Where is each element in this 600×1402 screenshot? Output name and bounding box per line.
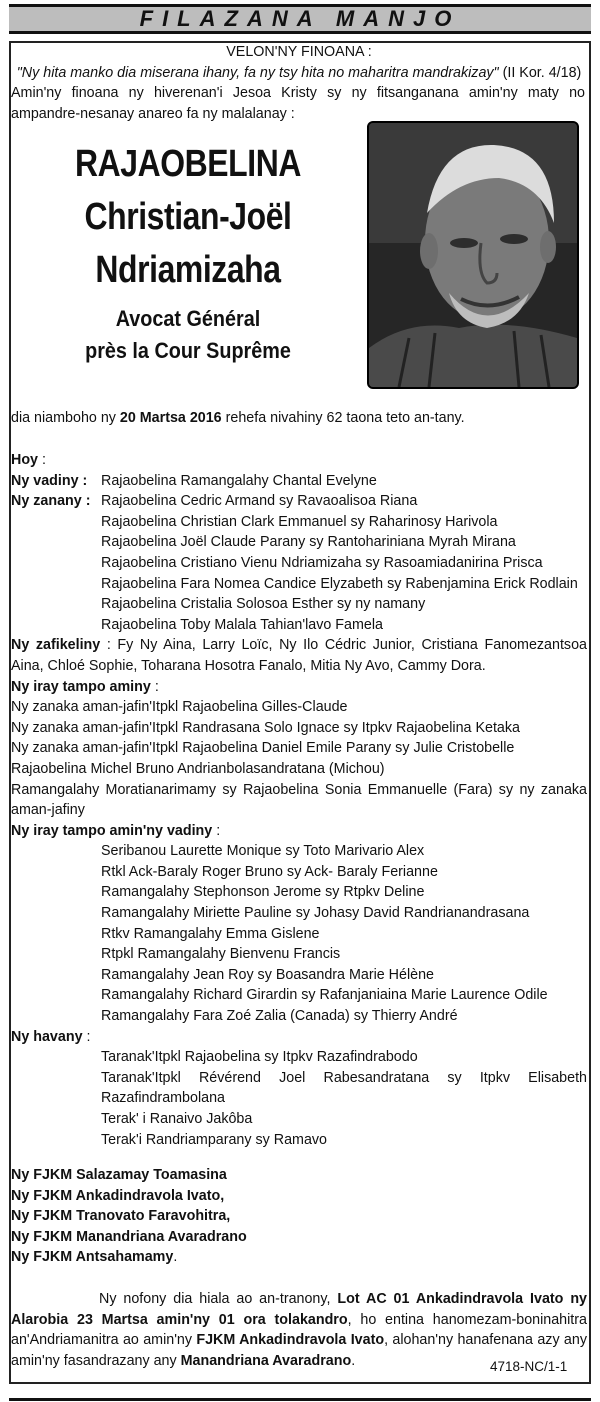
list-item: Rajaobelina Joël Claude Parany sy Rantohariniana Myrah Mirana: [101, 534, 516, 551]
zanany-list: [101, 491, 578, 635]
funeral-location-time: Lot AC 01 Ankadindravola Ivato ny Alarobia 23 Martsa amin'ny 01 ora tolakandro: [11, 1291, 587, 1328]
death-prefix: dia niamboho ny: [11, 410, 120, 426]
death-suffix: rehefa nivahiny 62 taona teto an-tany.: [221, 410, 465, 426]
intro-quote-line: [11, 63, 587, 84]
list-item: Rajaobelina Toby Malala Tahian'lavo Famela: [101, 616, 383, 633]
notice-header: [9, 4, 591, 34]
list-item: Ramangalahy Richard Girardin sy Rafanjaniaina Marie Laurence Odile: [101, 987, 548, 1004]
deceased-given-name-1: Christian-Joël: [84, 196, 292, 238]
list-item: Ny zanaka aman-jafin'Itpkl Rajaobelina Daniel Emile Parany sy Julie Cristobelle: [11, 740, 515, 757]
list-item: Rtkl Ack-Baraly Roger Bruno sy Ack- Baraly Ferianne: [101, 863, 438, 880]
list-item: Ramangalahy Stephonson Jerome sy Rtpkv Deline: [101, 884, 425, 901]
list-item: [11, 1227, 587, 1248]
list-item: Rajaobelina Fara Nomea Candice Elyzabeth sy Rabenjamina Erick Rodlain: [101, 575, 578, 592]
list-item: [11, 1165, 587, 1186]
list-item: Ny zanaka aman-jafin'Itpkl Rajaobelina Gilles-Claude: [11, 699, 348, 716]
vadiny-row: [11, 471, 587, 492]
deceased-title-2: près la Cour Suprême: [85, 338, 291, 363]
church-name: Ny FJKM Salazamay Toamasina: [11, 1167, 227, 1183]
zanany-row: [11, 491, 587, 635]
list-item: Ny FJKM Antsahamamy.: [11, 1249, 178, 1266]
funeral-text-3: , alohan'ny hanafenana azy any amin'ny fasandrazany any: [11, 1332, 587, 1369]
deceased-given-name-2: Ndriamizaha: [95, 249, 281, 291]
zanany-label: Ny zanany :: [11, 493, 91, 510]
list-item: [11, 1186, 587, 1207]
havany-label: Ny havany: [11, 1028, 83, 1045]
list-item: [11, 1206, 587, 1227]
list-item: Ramangalahy Moratianarimamy sy Rajaobelina Sonia Emmanuelle (Fara) sy ny zanaka aman-jafiny: [11, 781, 587, 819]
list-item: Rajaobelina Cristalia Solosoa Esther sy ny namany: [101, 596, 426, 613]
portrait-photo: [367, 121, 579, 389]
list-item: Rtpkl Ramangalahy Bienvenu Francis: [101, 946, 341, 963]
list-item: Seribanou Laurette Monique sy Toto Marivario Alex: [101, 843, 425, 860]
list-item: Rajaobelina Cedric Armand sy Ravaoalisoa Riana: [101, 493, 418, 510]
iray-tampo-vadiny-heading: Ny iray tampo amin'ny vadiny :: [11, 822, 221, 839]
deceased-title-1: Avocat Général: [115, 306, 261, 331]
notice-reference: 4718-NC/1-1: [490, 1359, 568, 1374]
church-name: Ny FJKM Ankadindravola Ivato,: [11, 1187, 225, 1204]
havany-heading: Ny havany :: [11, 1028, 91, 1045]
deceased-surname: RAJAOBELINA: [75, 143, 301, 185]
hoy-label: Hoy: [11, 452, 39, 468]
vadiny-name: Rajaobelina Ramangalahy Chantal Evelyne: [101, 472, 377, 489]
church-name: Ny FJKM Manandriana Avaradrano: [11, 1228, 247, 1245]
bottom-rule: [9, 1398, 591, 1401]
zafikeliny-label: Ny zafikeliny: [11, 637, 101, 654]
hoy-line: Hoy :: [11, 452, 46, 468]
iray-tampo-heading: Ny iray tampo aminy :: [11, 678, 159, 695]
iray-tampo-vadiny-list: [11, 841, 587, 1026]
iray-tampo-vadiny-label: Ny iray tampo amin'ny vadiny: [11, 822, 213, 839]
death-line: [11, 408, 587, 429]
intro-heading: VELON'NY FINOANA :: [226, 44, 372, 60]
funeral-burial-place: Manandriana Avaradrano: [180, 1352, 352, 1369]
list-item: Taranak'Itpkl Rajaobelina sy Itpkv Razafindrabodo: [101, 1049, 418, 1066]
iray-tampo-list: [11, 697, 587, 821]
list-item: Ramangalahy Jean Roy sy Boasandra Marie Hélène: [101, 966, 434, 983]
list-item: Terak' i Ranaivo Jakôba: [101, 1111, 253, 1127]
zafikeliny-paragraph: [11, 635, 587, 676]
death-date: 20 Martsa 2016: [119, 410, 222, 426]
funeral-text-4: .: [351, 1352, 356, 1369]
funeral-text-1: Ny nofony dia hiala ao an-tranony,: [99, 1291, 338, 1307]
churches-list: [11, 1165, 587, 1268]
header-title: FILAZANA MANJO: [139, 6, 461, 31]
list-item: Terak'i Randriamparany sy Ramavo: [101, 1131, 328, 1148]
intro-quote-ref: (II Kor. 4/18): [502, 64, 582, 81]
list-item: Ramangalahy Fara Zoé Zalia (Canada) sy Thierry André: [101, 1008, 458, 1025]
havany-list: [11, 1047, 587, 1150]
list-item: Rajaobelina Michel Bruno Andrianbolasandratana (Michou): [11, 760, 385, 777]
zafikeliny-names: : Fy Ny Aina, Larry Loïc, Ny Ilo Cédric Junior, Cristiana Fanomezantsoa Aina, Chloé Sophie, Toharana Hosotra Fanalo, Mitia Ny Avo, Cammy Dora.: [11, 637, 587, 674]
funeral-text-2: , ho entina hanomezam-boninahitra an'Andriamanitra ao amin'ny: [11, 1311, 587, 1349]
list-item: Taranak'Itpkl Révérend Joel Rabesandratana sy Itpkv Elisabeth Razafindrambolana: [101, 1069, 587, 1107]
family-section: [11, 450, 587, 1150]
intro-quote: "Ny hita manko dia miserana ihany, fa ny tsy hita no maharitra mandrakizay": [16, 64, 499, 81]
funeral-church: FJKM Ankadindravola Ivato: [196, 1332, 385, 1349]
list-item: Rtkv Ramangalahy Emma Gislene: [101, 925, 320, 942]
list-item: Rajaobelina Cristiano Vienu Ndriamizaha sy Rasoamiadanirina Prisca: [101, 554, 543, 571]
iray-tampo-label: Ny iray tampo aminy: [11, 678, 151, 695]
deceased-block: [18, 138, 358, 367]
list-item: Ramangalahy Miriette Pauline sy Johasy David Randrianandrasana: [101, 905, 530, 922]
list-item: Rajaobelina Christian Clark Emmanuel sy Raharinosy Harivola: [101, 513, 498, 530]
intro-text: Amin'ny finoana ny hiverenan'i Jesoa Kristy sy ny fitsanganana amin'ny maty no ampandre-nesanay anareo fa ny malalanay :: [11, 85, 585, 122]
list-item: Ny zanaka aman-jafin'Itpkl Randrasana Solo Ignace sy Itpkv Rajaobelina Ketaka: [11, 719, 520, 736]
intro-block: [11, 42, 587, 124]
church-name: Ny FJKM Tranovato Faravohitra,: [11, 1208, 231, 1225]
church-name: Ny FJKM Antsahamamy: [11, 1249, 174, 1266]
vadiny-label: Ny vadiny :: [11, 472, 88, 489]
